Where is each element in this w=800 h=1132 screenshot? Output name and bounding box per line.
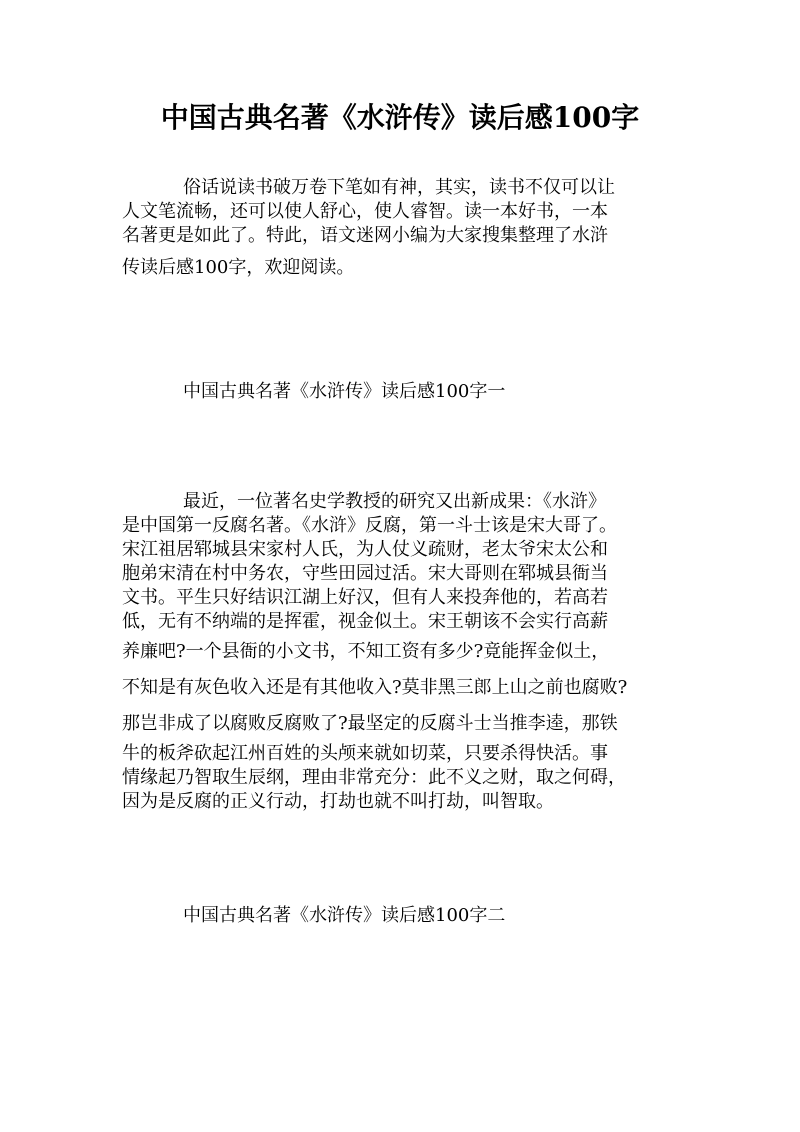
- body-line: 因为是反腐的正义行动，打劫也就不叫打劫，叫智取。: [122, 791, 554, 812]
- body-line: 低，无有不纳端的是挥霍，视金似土。宋王朝该不会实行高薪: [122, 611, 608, 632]
- body-line: 胞弟宋清在村中务农，守些田园过活。宋大哥则在郓城县衙当: [122, 563, 608, 584]
- body-line: 牛的板斧砍起江州百姓的头颅来就如切菜，只要杀得快活。事: [122, 743, 608, 764]
- intro-line: 俗话说读书破万卷下笔如有神，其实，读书不仅可以让: [183, 177, 615, 198]
- body-line: 情缘起乃智取生辰纲，理由非常充分：此不义之财，取之何碍，: [122, 767, 626, 788]
- page-title: 中国古典名著《水浒传》读后感100字: [160, 101, 640, 134]
- intro-line: 名著更是如此了。特此，语文迷网小编为大家搜集整理了水浒: [122, 225, 608, 246]
- body-line: 不知是有灰色收入还是有其他收入?莫非黑三郎上山之前也腐败?: [122, 677, 628, 698]
- body-line: 最近，一位著名史学教授的研究又出新成果：《水浒》: [183, 491, 606, 512]
- body-line: 那岂非成了以腐败反腐败了?最坚定的反腐斗士当推李逵，那铁: [122, 713, 618, 734]
- section-one-heading: 中国古典名著《水浒传》读后感100字一: [183, 381, 506, 402]
- intro-line: 人文笔流畅，还可以使人舒心，使人睿智。读一本好书，一本: [122, 201, 608, 222]
- body-line: 宋江祖居郓城县宋家村人氏，为人仗义疏财，老太爷宋太公和: [122, 539, 608, 560]
- body-line: 是中国第一反腐名著。《水浒》反腐，第一斗士该是宋大哥了。: [122, 515, 617, 536]
- body-line: 文书。平生只好结识江湖上好汉，但有人来投奔他的，若高若: [122, 587, 608, 608]
- intro-line: 传读后感100字，欢迎阅读。: [122, 257, 355, 278]
- section-two-heading: 中国古典名著《水浒传》读后感100字二: [183, 905, 506, 926]
- body-line: 养廉吧?一个县衙的小文书，不知工资有多少?竟能挥金似土，: [122, 641, 610, 662]
